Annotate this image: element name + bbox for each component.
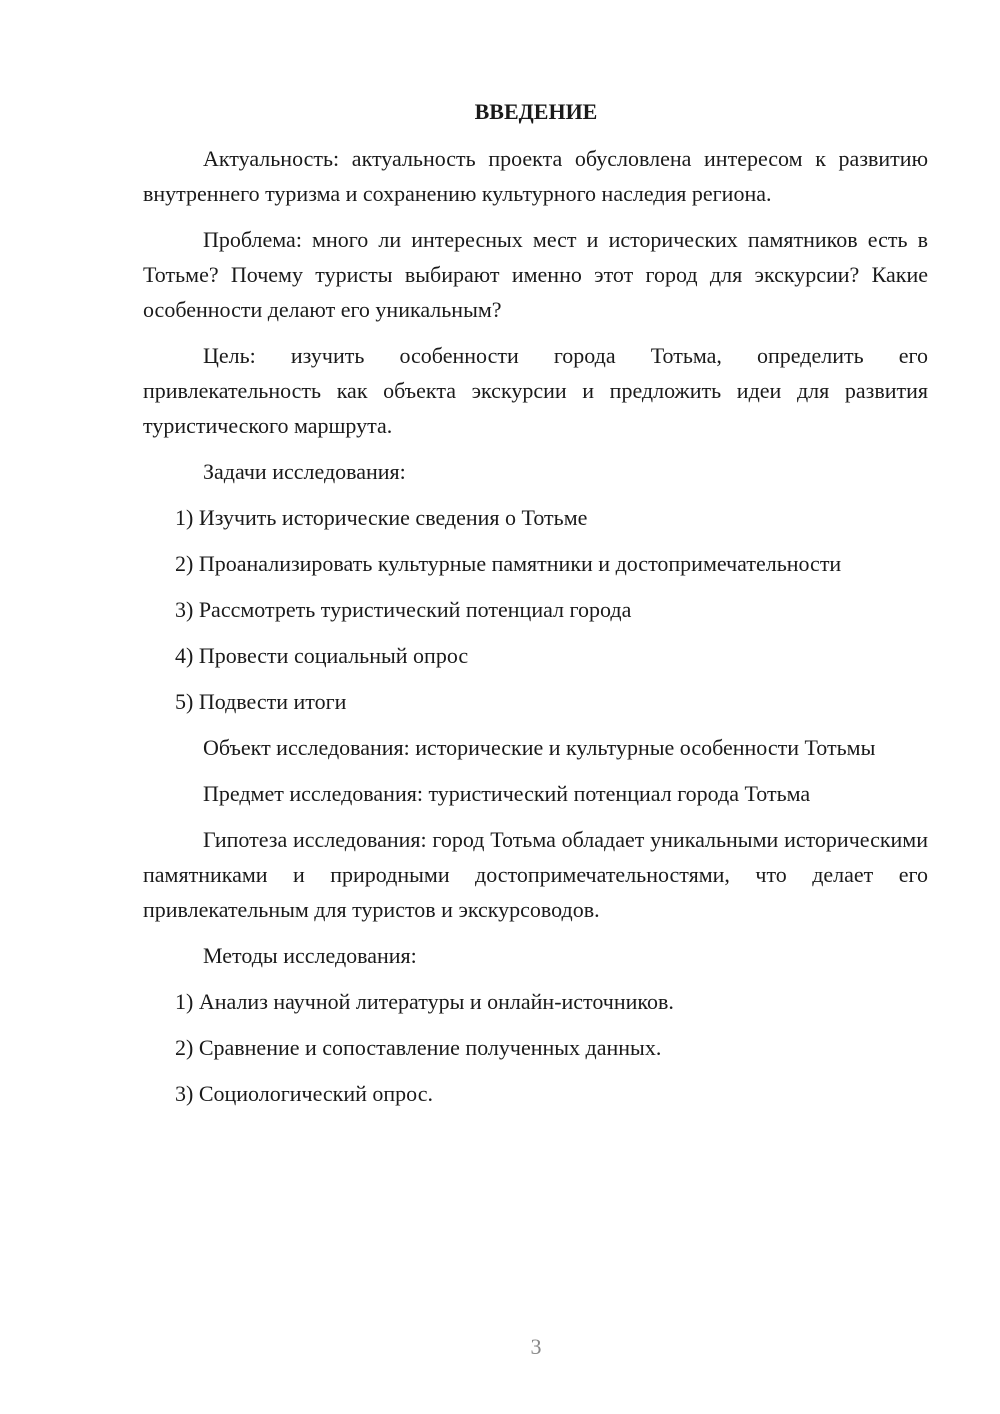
task-item: 3) Рассмотреть туристический потенциал города	[175, 597, 632, 622]
task-item: 4) Провести социальный опрос	[175, 643, 469, 668]
page-body	[143, 141, 928, 1122]
task-item: 2) Проанализировать культурные памятники и достопримечательности	[175, 551, 842, 576]
task-item: 1) Изучить исторические сведения о Тотьме	[175, 505, 588, 530]
tasks-list	[143, 500, 928, 719]
hypothesis-paragraph: Гипотеза исследования: город Тотьма обладает уникальными историческими памятниками и природными достопримечательностями, что делает его привлекательным для туристов и экскурсоводов.	[143, 827, 928, 922]
tasks-heading: Задачи исследования:	[203, 459, 406, 484]
task-item: 5) Подвести итоги	[175, 689, 347, 714]
method-item: 1) Анализ научной литературы и онлайн-источников.	[175, 989, 674, 1014]
problem-paragraph: Проблема: много ли интересных мест и исторических памятников есть в Тотьме? Почему туристы выбирают именно этот город для экскурсии? Какие особенности делают его уникальным?	[143, 227, 928, 322]
relevance-paragraph: Актуальность: актуальность проекта обусловлена интересом к развитию внутреннего туризма и сохранению культурного наследия региона.	[143, 146, 928, 206]
section-heading: ВВЕДЕНИЕ	[474, 99, 598, 124]
page-number: 3	[530, 1334, 542, 1359]
method-item: 2) Сравнение и сопоставление полученных данных.	[175, 1035, 662, 1060]
methods-heading: Методы исследования:	[203, 943, 417, 968]
method-item: 3) Социологический опрос.	[175, 1081, 433, 1106]
methods-list	[143, 984, 928, 1111]
research-subject-paragraph: Предмет исследования: туристический потенциал города Тотьма	[203, 781, 811, 806]
research-object-paragraph: Объект исследования: исторические и культурные особенности Тотьмы	[203, 735, 876, 760]
goal-paragraph: Цель: изучить особенности города Тотьма, определить его привлекательность как объекта экскурсии и предложить идеи для развития туристического маршрута.	[143, 343, 928, 438]
